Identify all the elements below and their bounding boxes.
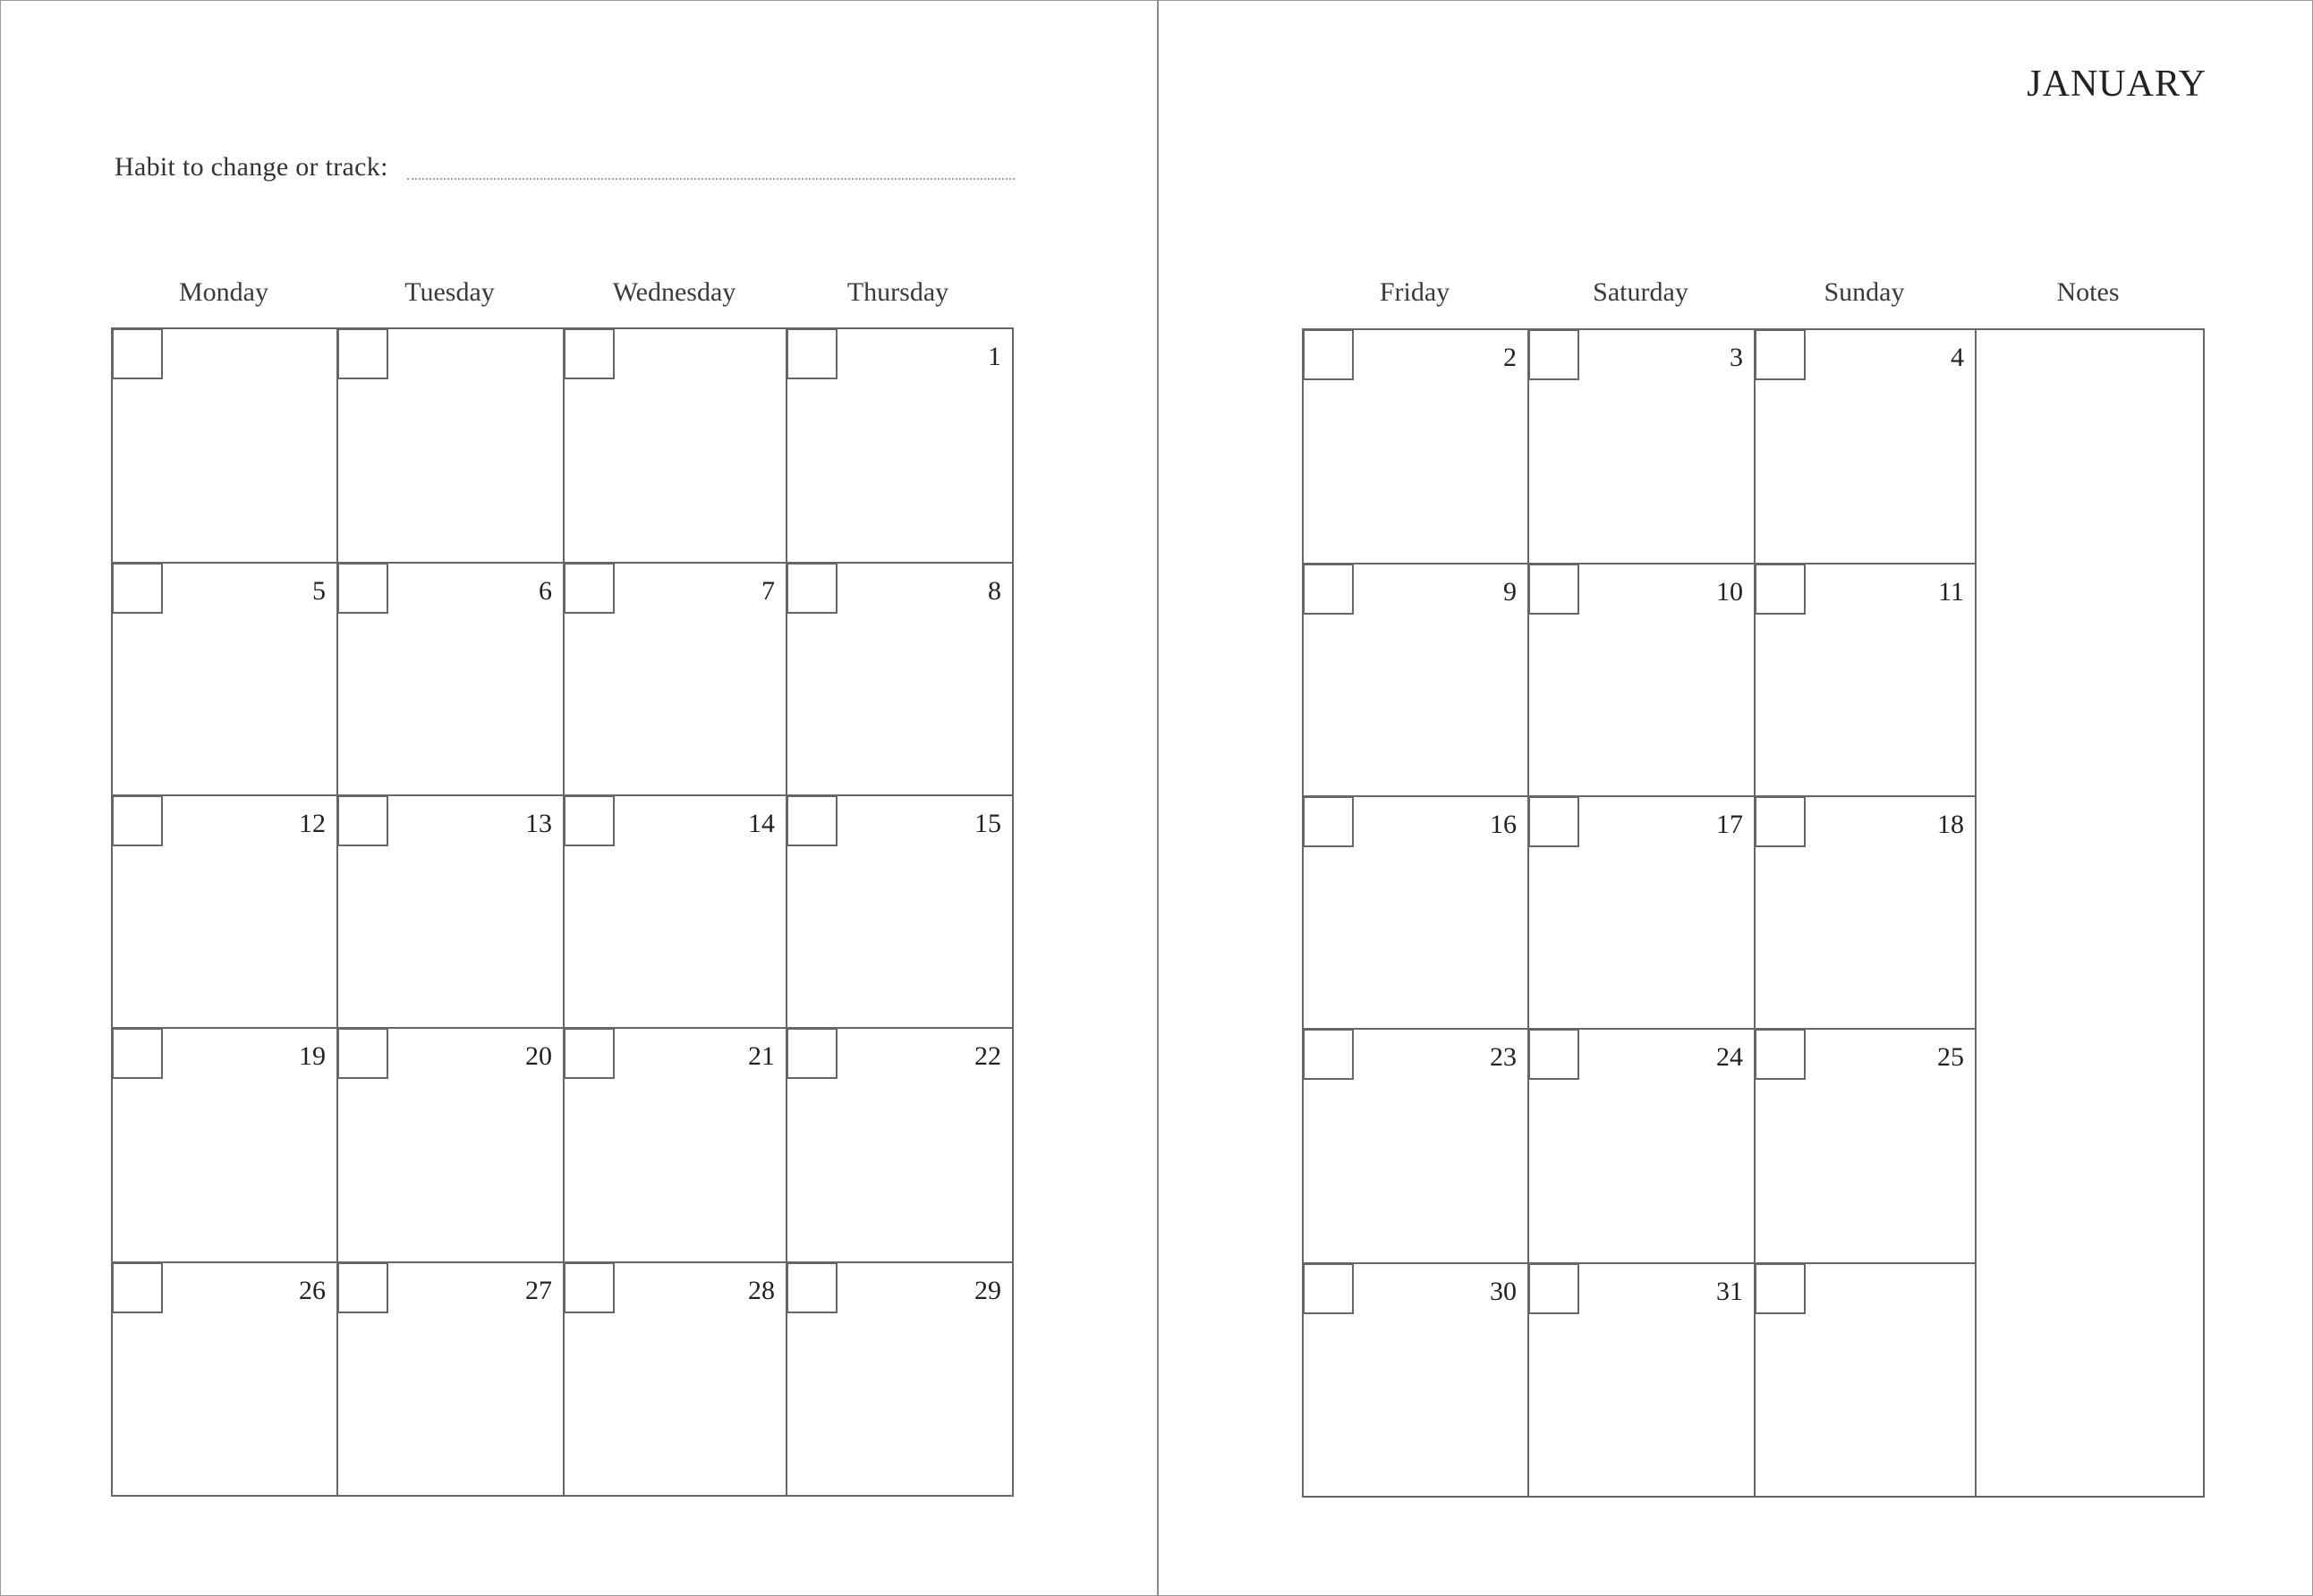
day-cell[interactable] bbox=[787, 1029, 1012, 1263]
day-cell[interactable] bbox=[338, 1029, 565, 1263]
day-cell[interactable] bbox=[1529, 565, 1756, 797]
habit-checkbox[interactable] bbox=[1528, 796, 1579, 847]
day-number: 20 bbox=[525, 1041, 552, 1071]
day-number: 19 bbox=[299, 1041, 326, 1071]
habit-checkbox[interactable] bbox=[564, 328, 615, 379]
habit-checkbox[interactable] bbox=[1303, 1029, 1354, 1080]
habit-checkbox[interactable] bbox=[112, 328, 163, 379]
day-number: 11 bbox=[1938, 577, 1964, 607]
day-number: 10 bbox=[1716, 577, 1743, 607]
habit-checkbox[interactable] bbox=[564, 563, 615, 614]
day-cell[interactable] bbox=[1529, 797, 1756, 1030]
right-day-headers bbox=[1302, 277, 2205, 313]
habit-checkbox[interactable] bbox=[112, 1028, 163, 1079]
left-calendar-grid bbox=[111, 327, 1014, 1497]
day-number: 3 bbox=[1730, 343, 1743, 372]
habit-checkbox[interactable] bbox=[1755, 564, 1806, 615]
day-cell[interactable] bbox=[1756, 565, 1977, 797]
habit-checkbox[interactable] bbox=[1755, 1029, 1806, 1080]
habit-checkbox[interactable] bbox=[787, 328, 838, 379]
habit-checkbox[interactable] bbox=[564, 1028, 615, 1079]
day-number: 24 bbox=[1716, 1042, 1743, 1072]
day-header-wednesday: Wednesday bbox=[612, 277, 736, 307]
day-cell[interactable] bbox=[338, 329, 565, 564]
day-cell[interactable] bbox=[565, 329, 787, 564]
day-cell[interactable] bbox=[787, 1263, 1012, 1495]
day-number: 26 bbox=[299, 1276, 326, 1305]
day-number: 1 bbox=[988, 342, 1001, 371]
day-cell[interactable] bbox=[1756, 1030, 1977, 1264]
day-number: 14 bbox=[748, 809, 775, 838]
day-number: 4 bbox=[1951, 343, 1964, 372]
day-cell[interactable] bbox=[1756, 330, 1977, 565]
day-cell[interactable] bbox=[113, 1029, 338, 1263]
day-cell[interactable] bbox=[1304, 797, 1529, 1030]
day-header-sunday: Sunday bbox=[1824, 277, 1905, 307]
habit-checkbox[interactable] bbox=[112, 563, 163, 614]
day-cell[interactable] bbox=[113, 564, 338, 796]
day-header-saturday: Saturday bbox=[1593, 277, 1688, 307]
day-number: 13 bbox=[525, 809, 552, 838]
day-number: 9 bbox=[1503, 577, 1517, 607]
day-number: 27 bbox=[525, 1276, 552, 1305]
habit-checkbox[interactable] bbox=[1303, 796, 1354, 847]
habit-label: Habit to change or track: bbox=[115, 152, 388, 182]
day-header-tuesday: Tuesday bbox=[404, 277, 495, 307]
habit-checkbox[interactable] bbox=[564, 1262, 615, 1313]
month-title: JANUARY bbox=[2027, 64, 2207, 105]
day-number: 6 bbox=[539, 576, 552, 606]
day-cell[interactable] bbox=[1529, 330, 1756, 565]
notes-area[interactable] bbox=[1977, 330, 2203, 1496]
habit-checkbox[interactable] bbox=[1303, 1263, 1354, 1314]
day-cell[interactable] bbox=[565, 796, 787, 1029]
habit-checkbox[interactable] bbox=[787, 1028, 838, 1079]
habit-checkbox[interactable] bbox=[337, 328, 388, 379]
day-number: 21 bbox=[748, 1041, 775, 1071]
day-number: 12 bbox=[299, 809, 326, 838]
day-cell[interactable] bbox=[1304, 1030, 1529, 1264]
day-number: 8 bbox=[988, 576, 1001, 606]
day-number: 22 bbox=[974, 1041, 1001, 1071]
day-cell[interactable] bbox=[1529, 1264, 1756, 1496]
day-number: 25 bbox=[1937, 1042, 1964, 1072]
habit-checkbox[interactable] bbox=[787, 795, 838, 846]
day-number: 23 bbox=[1490, 1042, 1517, 1072]
habit-checkbox[interactable] bbox=[337, 1028, 388, 1079]
habit-checkbox[interactable] bbox=[1528, 1029, 1579, 1080]
habit-checkbox[interactable] bbox=[112, 795, 163, 846]
habit-checkbox[interactable] bbox=[1755, 1263, 1806, 1314]
day-header-thursday: Thursday bbox=[846, 277, 949, 307]
day-number: 2 bbox=[1503, 343, 1517, 372]
habit-write-in-line[interactable] bbox=[407, 178, 1015, 180]
day-cell[interactable] bbox=[565, 1263, 787, 1495]
day-number: 31 bbox=[1716, 1277, 1743, 1306]
habit-checkbox[interactable] bbox=[1303, 564, 1354, 615]
day-cell[interactable] bbox=[1304, 1264, 1529, 1496]
day-cell[interactable] bbox=[338, 564, 565, 796]
habit-checkbox[interactable] bbox=[1755, 329, 1806, 380]
habit-checkbox[interactable] bbox=[337, 563, 388, 614]
right-page bbox=[1159, 0, 2313, 1596]
day-cell[interactable] bbox=[787, 564, 1012, 796]
day-header-monday: Monday bbox=[179, 277, 268, 307]
day-number: 16 bbox=[1490, 810, 1517, 839]
day-cell[interactable] bbox=[1529, 1030, 1756, 1264]
day-cell[interactable] bbox=[338, 1263, 565, 1495]
day-number: 7 bbox=[761, 576, 775, 606]
habit-checkbox[interactable] bbox=[1528, 329, 1579, 380]
day-header-friday: Friday bbox=[1379, 277, 1450, 307]
day-cell[interactable] bbox=[338, 796, 565, 1029]
day-cell[interactable] bbox=[113, 1263, 338, 1495]
habit-checkbox[interactable] bbox=[1303, 329, 1354, 380]
day-number: 18 bbox=[1937, 810, 1964, 839]
right-calendar-grid bbox=[1302, 328, 2205, 1498]
day-number: 29 bbox=[974, 1276, 1001, 1305]
day-cell[interactable] bbox=[113, 796, 338, 1029]
day-cell[interactable] bbox=[787, 329, 1012, 564]
habit-checkbox[interactable] bbox=[337, 795, 388, 846]
day-number: 28 bbox=[748, 1276, 775, 1305]
habit-checkbox[interactable] bbox=[337, 1262, 388, 1313]
habit-checkbox[interactable] bbox=[1528, 564, 1579, 615]
day-header-notes: Notes bbox=[2056, 277, 2120, 307]
day-cell[interactable] bbox=[113, 329, 338, 564]
day-number: 17 bbox=[1716, 810, 1743, 839]
habit-checkbox[interactable] bbox=[1755, 796, 1806, 847]
day-cell[interactable] bbox=[1756, 797, 1977, 1030]
day-number: 30 bbox=[1490, 1277, 1517, 1306]
day-cell[interactable] bbox=[1756, 1264, 1977, 1496]
left-day-headers bbox=[111, 277, 1014, 313]
habit-tracker-line bbox=[115, 152, 1015, 188]
day-cell[interactable] bbox=[1304, 565, 1529, 797]
habit-checkbox[interactable] bbox=[1528, 1263, 1579, 1314]
day-cell[interactable] bbox=[787, 796, 1012, 1029]
habit-checkbox[interactable] bbox=[564, 795, 615, 846]
habit-checkbox[interactable] bbox=[787, 1262, 838, 1313]
day-cell[interactable] bbox=[1304, 330, 1529, 565]
day-number: 15 bbox=[974, 809, 1001, 838]
day-cell[interactable] bbox=[565, 1029, 787, 1263]
habit-checkbox[interactable] bbox=[112, 1262, 163, 1313]
habit-checkbox[interactable] bbox=[787, 563, 838, 614]
day-cell[interactable] bbox=[565, 564, 787, 796]
day-number: 5 bbox=[312, 576, 326, 606]
